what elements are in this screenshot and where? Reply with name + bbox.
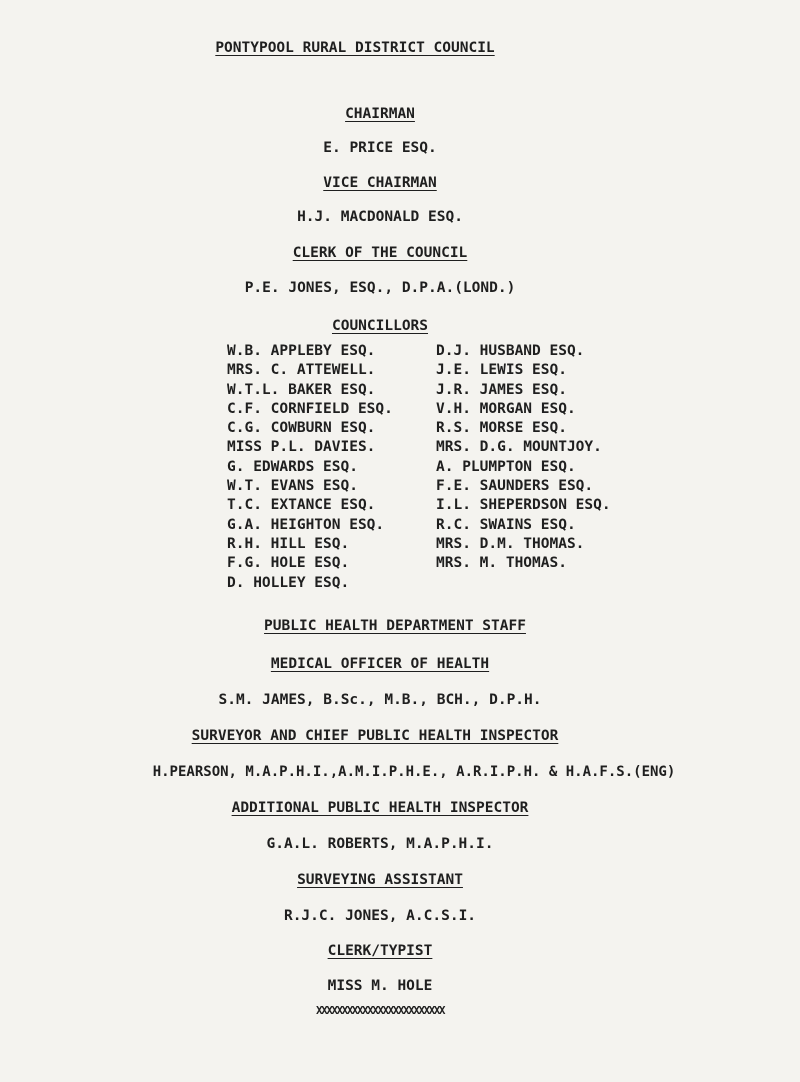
end-mark: XXXXXXXXXXXXXXXXXXXXXXXXX bbox=[315, 1004, 445, 1017]
councillor-name: F.G. HOLE ESQ. bbox=[227, 555, 350, 572]
surveyor-name: H.PEARSON, M.A.P.H.I.,A.M.I.P.H.E., A.R.I.P.H. & H.A.F.S.(ENG) bbox=[152, 764, 676, 780]
clerk-typist-name: MISS M. HOLE bbox=[327, 978, 433, 994]
councillor-name: G.A. HEIGHTON ESQ. bbox=[227, 516, 385, 533]
vice-chairman-heading: VICE CHAIRMAN bbox=[323, 175, 437, 191]
councillor-name: MRS. D.G. MOUNTJOY. bbox=[436, 439, 602, 456]
surveying-assistant-name: R.J.C. JONES, A.C.S.I. bbox=[283, 908, 477, 924]
councillors-left-column bbox=[227, 342, 393, 593]
clerk-typist-heading: CLERK/TYPIST bbox=[327, 943, 433, 959]
councillor-name: W.T. EVANS ESQ. bbox=[227, 478, 358, 495]
councillor-name: V.H. MORGAN ESQ. bbox=[436, 400, 576, 417]
chairman-heading: CHAIRMAN bbox=[345, 106, 415, 122]
councillor-name: W.T.L. BAKER ESQ. bbox=[227, 381, 376, 398]
additional-inspector-heading: ADDITIONAL PUBLIC HEALTH INSPECTOR bbox=[231, 800, 529, 816]
council-title: PONTYPOOL RURAL DISTRICT COUNCIL bbox=[215, 40, 495, 56]
councillor-name: J.E. LEWIS ESQ. bbox=[436, 362, 567, 379]
councillor-name: W.B. APPLEBY ESQ. bbox=[227, 343, 376, 359]
vice-chairman-name: H.J. MACDONALD ESQ. bbox=[297, 209, 463, 225]
surveyor-heading: SURVEYOR AND CHIEF PUBLIC HEALTH INSPECTOR bbox=[191, 728, 559, 744]
councillor-name: R.H. HILL ESQ. bbox=[227, 535, 350, 552]
clerk-heading: CLERK OF THE COUNCIL bbox=[292, 245, 468, 261]
councillor-name: MRS. D.M. THOMAS. bbox=[436, 535, 585, 552]
moh-name: S.M. JAMES, B.Sc., M.B., BCH., D.P.H. bbox=[218, 692, 542, 708]
councillors-heading: COUNCILLORS bbox=[331, 318, 429, 334]
moh-heading: MEDICAL OFFICER OF HEALTH bbox=[270, 656, 490, 672]
councillor-name: MRS. C. ATTEWELL. bbox=[227, 362, 376, 379]
councillor-name: A. PLUMPTON ESQ. bbox=[436, 458, 576, 475]
surveying-assistant-heading: SURVEYING ASSISTANT bbox=[297, 872, 463, 888]
staff-heading: PUBLIC HEALTH DEPARTMENT STAFF bbox=[264, 618, 526, 634]
councillor-name: T.C. EXTANCE ESQ. bbox=[227, 497, 376, 514]
councillor-name: G. EDWARDS ESQ. bbox=[227, 458, 358, 475]
councillor-name: MRS. M. THOMAS. bbox=[436, 555, 567, 572]
councillor-name: MISS P.L. DAVIES. bbox=[227, 439, 376, 456]
councillor-name: D.J. HUSBAND ESQ. bbox=[436, 343, 585, 359]
councillor-name: C.G. COWBURN ESQ. bbox=[227, 420, 376, 437]
councillor-name: R.C. SWAINS ESQ. bbox=[436, 516, 576, 533]
councillor-name: R.S. MORSE ESQ. bbox=[436, 420, 567, 437]
councillors-right-column bbox=[436, 342, 611, 574]
councillor-name: F.E. SAUNDERS ESQ. bbox=[436, 478, 594, 495]
councillor-name: I.L. SHEPERDSON ESQ. bbox=[436, 497, 611, 514]
councillor-name: J.R. JAMES ESQ. bbox=[436, 381, 567, 398]
councillor-name: D. HOLLEY ESQ. bbox=[227, 574, 350, 591]
clerk-name: P.E. JONES, ESQ., D.P.A.(LOND.) bbox=[244, 280, 516, 296]
chairman-name: E. PRICE ESQ. bbox=[323, 140, 437, 156]
councillor-name: C.F. CORNFIELD ESQ. bbox=[227, 400, 393, 417]
additional-inspector-name: G.A.L. ROBERTS, M.A.P.H.I. bbox=[266, 836, 494, 852]
